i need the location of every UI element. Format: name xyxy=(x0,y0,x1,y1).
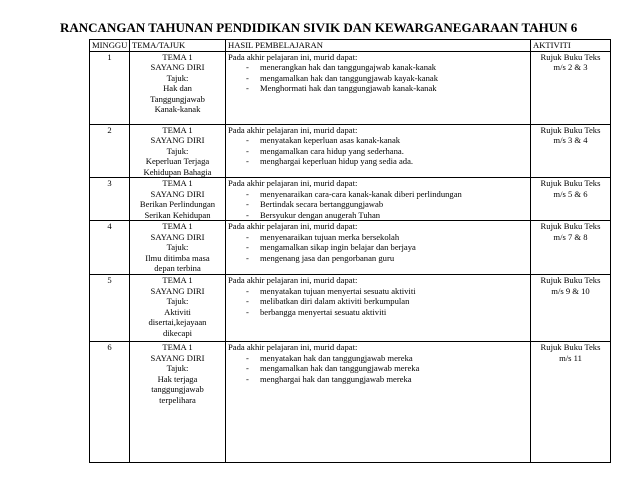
theme-line: Tajuk: xyxy=(166,145,189,156)
theme-line: TEMA 1 xyxy=(162,275,193,285)
theme-line: Kehidupan Bahagia xyxy=(143,166,212,177)
outcome-item: - Bersyukur dengan anugerah Tuhan xyxy=(246,210,528,221)
theme-line: dikecapi xyxy=(162,327,193,338)
activity-line: m/s 3 & 4 xyxy=(553,135,588,145)
week-cell: 2 xyxy=(90,124,130,178)
outcome-item: - mengamalkan hak dan tanggungjawab kayak-kanak xyxy=(246,73,528,84)
theme-line: SAYANG DIRI xyxy=(150,62,205,72)
week-cell: 4 xyxy=(90,221,130,275)
outcomes-cell xyxy=(226,178,531,221)
theme-line: SAYANG DIRI xyxy=(150,188,205,199)
activity-line: m/s 2 & 3 xyxy=(553,62,588,72)
week-cell: 3 xyxy=(90,178,130,221)
header-tema: TEMA/TAJUK xyxy=(130,40,226,52)
outcomes-cell xyxy=(226,124,531,178)
activity-line: m/s 9 & 10 xyxy=(551,285,590,296)
outcomes-list xyxy=(228,353,528,385)
theme-line: Tajuk: xyxy=(166,363,189,373)
table-row xyxy=(90,178,611,221)
outcome-item: - menyatakan hak dan tanggungjawab mereka xyxy=(246,353,528,364)
activity-cell xyxy=(531,178,611,221)
theme-line: SAYANG DIRI xyxy=(150,135,205,145)
theme-line: Tanggungjawab xyxy=(150,93,205,104)
activity-line: Rujuk Buku Teks xyxy=(540,51,601,62)
week-cell: 6 xyxy=(90,342,130,463)
outcomes-list xyxy=(228,286,528,318)
outcomes-intro: Pada akhir pelajaran ini, murid dapat: xyxy=(228,51,358,62)
table-row xyxy=(90,221,611,275)
table-row xyxy=(90,124,611,178)
activity-line: Rujuk Buku Teks xyxy=(540,275,601,285)
header-minggu: MINGGU xyxy=(90,40,130,52)
table-row xyxy=(90,51,611,124)
theme-line: Ilmu ditimba masa xyxy=(145,252,210,263)
outcome-item: - mengamalkan cara hidup yang sederhana. xyxy=(246,146,528,157)
outcomes-cell xyxy=(226,342,531,463)
outcomes-intro: Pada akhir pelajaran ini, murid dapat: xyxy=(228,124,358,135)
theme-line: Hak dan xyxy=(163,83,192,93)
theme-line: Tajuk: xyxy=(166,296,189,306)
theme-line: Tajuk: xyxy=(166,242,189,252)
outcome-item: - mengamalkan sikap ingin belajar dan berjaya xyxy=(246,242,528,253)
outcome-item: - berbangga menyertai sesuatu aktiviti xyxy=(246,307,528,318)
activity-cell xyxy=(531,275,611,342)
activity-line: Rujuk Buku Teks xyxy=(540,342,601,352)
theme-cell xyxy=(130,221,226,275)
theme-line: SAYANG DIRI xyxy=(150,285,205,296)
outcomes-intro: Pada akhir pelajaran ini, murid dapat: xyxy=(228,178,358,188)
activity-line: Rujuk Buku Teks xyxy=(540,221,601,231)
outcomes-intro: Pada akhir pelajaran ini, murid dapat: xyxy=(228,342,358,352)
theme-line: SAYANG DIRI xyxy=(150,352,205,363)
theme-line: Berikan Perlindungan xyxy=(139,199,216,209)
activity-cell xyxy=(531,342,611,463)
activity-line: m/s 11 xyxy=(559,352,582,363)
outcomes-list xyxy=(228,135,528,167)
outcomes-list xyxy=(228,232,528,264)
outcomes-intro: Pada akhir pelajaran ini, murid dapat: xyxy=(228,275,358,285)
outcome-item: - menerangkan hak dan tanggungajwab kanak-kanak xyxy=(246,62,528,73)
theme-line: depan terbina xyxy=(154,263,201,273)
outcomes-intro: Pada akhir pelajaran ini, murid dapat: xyxy=(228,221,358,231)
theme-line: TEMA 1 xyxy=(162,342,193,352)
outcome-item: - mengenang jasa dan pengorbanan guru xyxy=(246,253,528,264)
theme-line: Hak terjaga xyxy=(157,373,198,384)
theme-cell xyxy=(130,124,226,178)
outcome-item: - menghargai hak dan tanggungjawab mereka xyxy=(246,374,528,385)
activity-line: m/s 7 & 8 xyxy=(553,231,588,242)
page-title: RANCANGAN TAHUNAN PENDIDIKAN SIVIK DAN KEWARGANEGARAAN TAHUN 6 xyxy=(60,20,578,35)
theme-cell xyxy=(130,275,226,342)
header-aktiviti: AKTIVITI xyxy=(531,40,611,52)
outcome-item: - menghargai keperluan hidup yang sedia ada. xyxy=(246,156,528,167)
table-header-row xyxy=(90,40,611,52)
theme-cell xyxy=(130,51,226,124)
outcomes-list xyxy=(228,189,528,221)
activity-line: Rujuk Buku Teks xyxy=(540,178,601,188)
theme-line: TEMA 1 xyxy=(162,178,193,188)
activity-cell xyxy=(531,221,611,275)
theme-cell xyxy=(130,178,226,221)
table-row xyxy=(90,275,611,342)
table-row xyxy=(90,342,611,463)
theme-line: SAYANG DIRI xyxy=(150,231,205,242)
header-hasil: HASIL PEMBELAJARAN xyxy=(226,40,531,52)
theme-line: TEMA 1 xyxy=(162,51,193,62)
theme-line: Keperluan Terjaga xyxy=(145,156,210,166)
theme-line: tanggungjawab xyxy=(151,384,204,394)
theme-line: Aktiviti xyxy=(164,306,191,317)
activity-line: m/s 5 & 6 xyxy=(553,188,588,199)
activity-cell xyxy=(531,51,611,124)
outcome-item: - menyatakan tujuan menyertai sesuatu aktiviti xyxy=(246,286,528,297)
theme-cell xyxy=(130,342,226,463)
outcomes-cell xyxy=(226,51,531,124)
outcome-item: - melibatkan diri dalam aktiviti berkumpulan xyxy=(246,296,528,307)
theme-line: Tajuk: xyxy=(166,72,189,83)
theme-line: Kanak-kanak xyxy=(154,104,201,114)
week-cell: 5 xyxy=(90,275,130,342)
outcomes-cell xyxy=(226,221,531,275)
yearly-plan-table xyxy=(89,39,611,463)
activity-line: Rujuk Buku Teks xyxy=(540,124,601,135)
theme-line: TEMA 1 xyxy=(162,221,193,231)
outcome-item: - Menghormati hak dan tanggungjawab kanak-kanak xyxy=(246,83,528,94)
outcome-item: - Bertindak secara bertanggungjawab xyxy=(246,199,528,210)
outcome-item: - mengamalkan hak dan tanggungjawab mereka xyxy=(246,363,528,374)
theme-line: Serikan Kehidupan xyxy=(144,209,211,220)
outcomes-cell xyxy=(226,275,531,342)
theme-line: TEMA 1 xyxy=(162,124,193,135)
theme-line: disertai,kejayaan xyxy=(148,317,207,327)
week-cell: 1 xyxy=(90,51,130,124)
outcome-item: - menyatakan keperluan asas kanak-kanak xyxy=(246,135,528,146)
outcome-item: - menyenaraikan tujuan merka bersekolah xyxy=(246,232,528,243)
table-body xyxy=(90,51,611,463)
theme-line: terpelihara xyxy=(159,394,196,405)
outcome-item: - menyenaraikan cara-cara kanak-kanak diberi perlindungan xyxy=(246,189,528,200)
outcomes-list xyxy=(228,62,528,94)
activity-cell xyxy=(531,124,611,178)
